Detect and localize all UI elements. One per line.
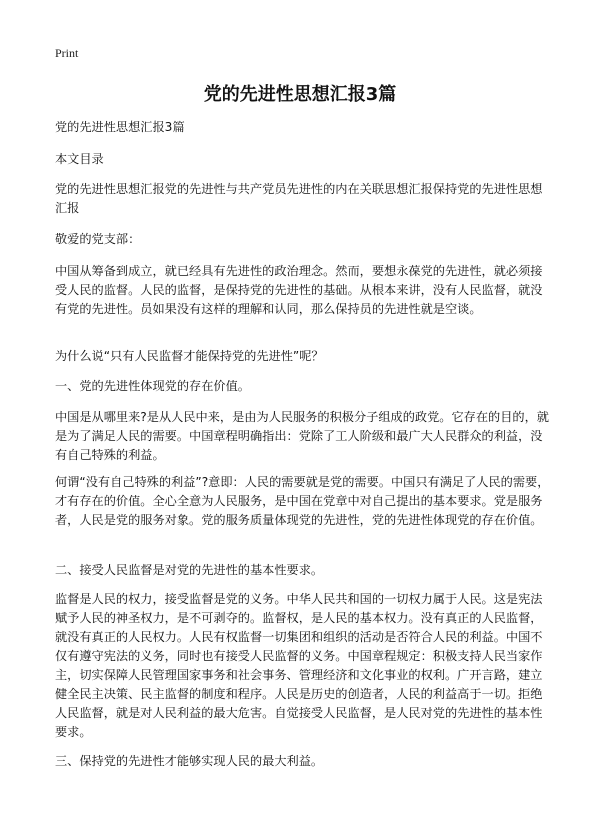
section-heading-1: 一、党的先进性体现党的存在价值。	[55, 379, 250, 393]
subtitle-paragraph: 党的先进性思想汇报3篇	[55, 120, 185, 134]
section-1-paragraph-1: 中国是从哪里来?是从人民中来，是由为人民服务的积极分子组成的政党。它存在的目的，就是为了满足人民的需要。中国章程明确指出：党除了工人阶级和最广大人民群众的利益，没有自己特殊的利益。	[55, 410, 549, 462]
salutation: 敬爱的党支部：	[55, 232, 141, 246]
toc-entries: 党的先进性思想汇报党的先进性与共产党员先进性的内在关联思想汇报保持党的先进性思想汇报	[55, 182, 543, 215]
section-1-paragraph-2: 何谓“没有自己特殊的利益”?意即：人民的需要就是党的需要。中国只有满足了人民的需要，才有存在的价值。全心全意为人民服务，是中国在党章中对自己提出的基本要求。党是服务者，人民是党的服务对象。党的服务质量体现党的先进性，党的先进性体现党的存在价值。	[55, 475, 550, 527]
intro-paragraph: 中国从筹备到成立，就已经具有先进性的政治理念。然而，要想永葆党的先进性，就必须接受人民的监督。人民的监督，是保持党的先进性的基础。从根本来讲，没有人民监督，就没有党的先进性。员如果没有这样的理解和认同，那么保持员的先进性就是空谈。	[55, 264, 543, 316]
print-link[interactable]: Print	[55, 46, 79, 60]
section-2-paragraph: 监督是人民的权力，接受监督是党的义务。中华人民共和国的一切权力属于人民。这是宪法赋予人民的神圣权力，是不可剥夺的。监督权，是人民的基本权力。没有真正的人民监督，就没有真正的人民权力。人民有权监督一切集团和组织的活动是否符合人民的利益。中国不仅有遵守宪法的义务，同时也有接受人民监督的义务。中国章程规定：积极支持人民当家作主，切实保障人民管理国家事务和社会事务、管理经济和文化事业的权利。广开言路，建立健全民主决策、民主监督的制度和程序。人民是历史的创造者，人民的利益高于一切。拒绝人民监督，就是对人民利益的最大危害。自觉接受人民监督，是人民对党的先进性的基本性要求。	[55, 592, 543, 739]
toc-heading: 本文目录	[55, 152, 104, 166]
section-heading-2: 二、接受人民监督是对党的先进性的基本性要求。	[55, 563, 324, 577]
section-heading-3: 三、保持党的先进性才能够实现人民的最大利益。	[55, 754, 324, 768]
document-title: 党的先进性思想汇报3篇	[203, 84, 397, 105]
question-paragraph: 为什么说“只有人民监督才能保持党的先进性”呢？	[55, 349, 324, 363]
